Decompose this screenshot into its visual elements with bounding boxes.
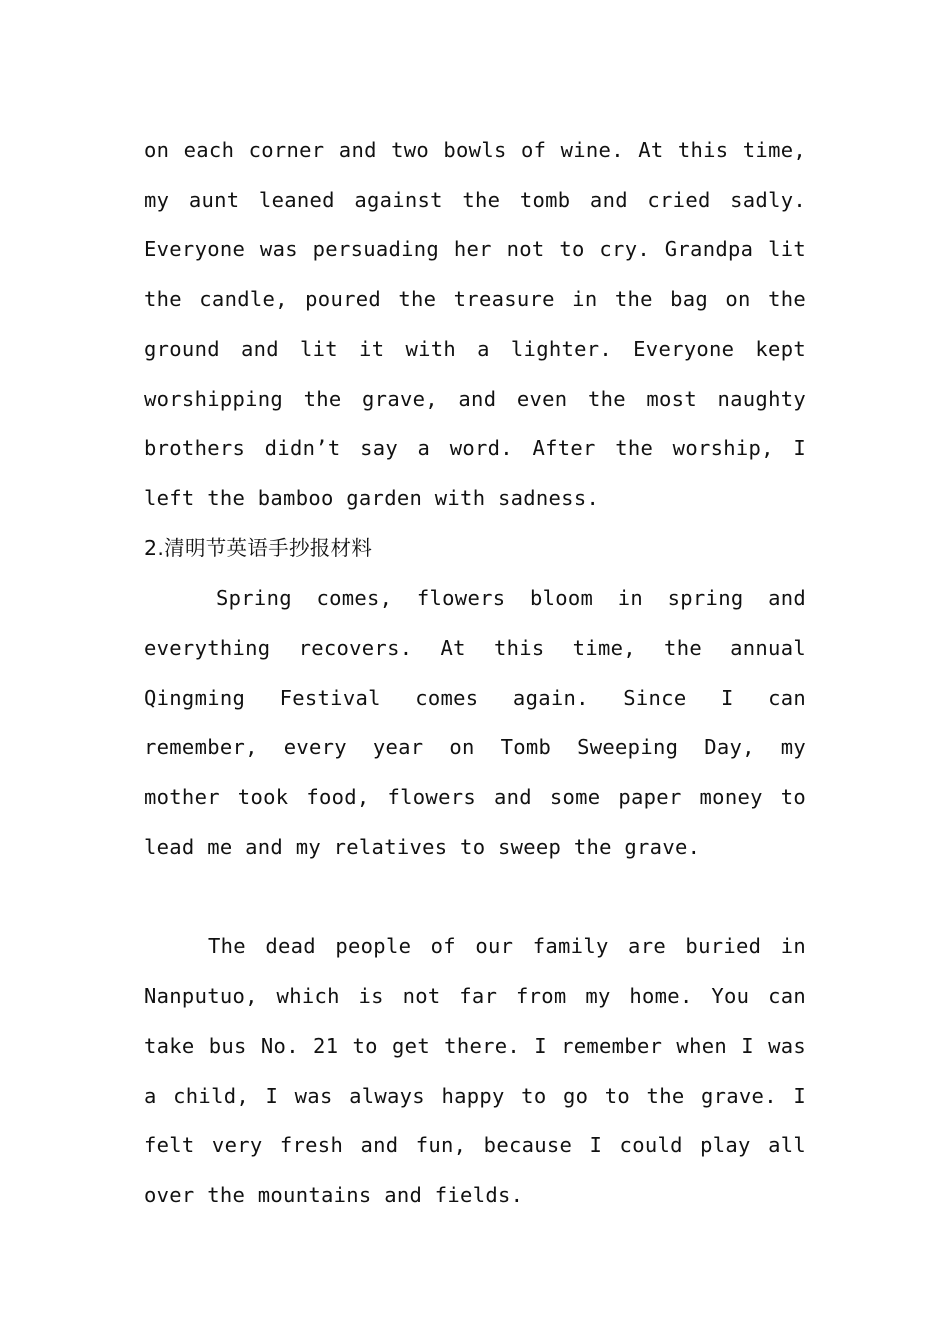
paragraph-3-line: a child, I was always happy to go to the grave. I (144, 1084, 806, 1108)
paragraph-3-line: The dead people of our family are buried in (208, 934, 806, 958)
paragraph-3-line: Nanputuo, which is not far from my home. You can (144, 984, 806, 1008)
paragraph-1-line: my aunt leaned against the tomb and cried sadly. (144, 188, 806, 212)
paragraph-1-line: Everyone was persuading her not to cry. Grandpa lit (144, 237, 806, 261)
paragraph-2-line: everything recovers. At this time, the annual (144, 636, 806, 660)
paragraph-1-line: the candle, poured the treasure in the bag on the (144, 287, 806, 311)
paragraph-1-line: brothers didn’t say a word. After the worship, I (144, 436, 806, 460)
paragraph-3-line: take bus No. 21 to get there. I remember when I was (144, 1034, 806, 1058)
paragraph-1-line: on each corner and two bowls of wine. At this time, (144, 138, 806, 162)
paragraph-1-line: ground and lit it with a lighter. Everyone kept (144, 337, 806, 361)
paragraph-2-line: Qingming Festival comes again. Since I can (144, 686, 806, 710)
paragraph-2-line: lead me and my relatives to sweep the grave. (144, 835, 701, 859)
section-heading: 2.清明节英语手抄报材料 (144, 536, 373, 560)
paragraph-2-line: remember, every year on Tomb Sweeping Day, my (144, 735, 806, 759)
paragraph-2-line: Spring comes, flowers bloom in spring and (216, 586, 806, 610)
paragraph-2-line: mother took food, flowers and some paper money to (144, 785, 806, 809)
paragraph-3-line: felt very fresh and fun, because I could play all (144, 1133, 806, 1157)
paragraph-3-line: over the mountains and fields. (144, 1183, 524, 1207)
paragraph-1-line: worshipping the grave, and even the most naughty (144, 387, 806, 411)
paragraph-1-line: left the bamboo garden with sadness. (144, 486, 600, 510)
